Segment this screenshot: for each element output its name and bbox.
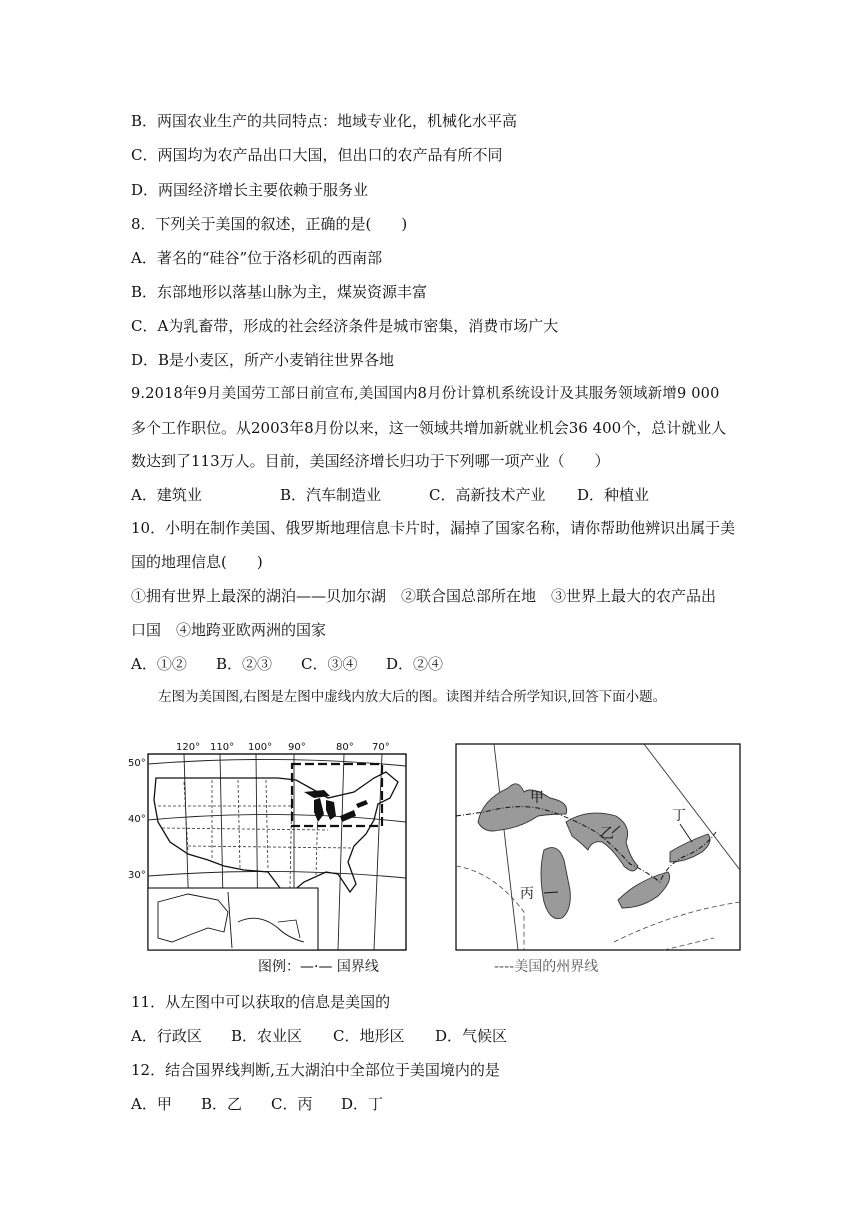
q8-stem: 8．下列关于美国的叙述，正确的是( ) bbox=[131, 215, 408, 233]
lon-label: 100° bbox=[248, 742, 273, 753]
map-left-legend: 图例：—·— 国界线 bbox=[258, 959, 379, 975]
q12-option-d: D．丁 bbox=[341, 1095, 384, 1113]
usa-map-figure bbox=[128, 742, 418, 978]
lat-label: 50° bbox=[128, 758, 146, 769]
lat-label: 40° bbox=[128, 814, 146, 825]
q7-option-d: D．两国经济增长主要依赖于服务业 bbox=[131, 181, 369, 199]
lake-label-ding: 丁 bbox=[672, 808, 686, 824]
q10-option-a: A．①② bbox=[131, 655, 187, 673]
q10-statements-line1: ①拥有世界上最深的湖泊——贝加尔湖 ②联合国总部所在地 ③世界上最大的农产品出 bbox=[131, 587, 717, 605]
q8-option-d: D．B是小麦区，所产小麦销往世界各地 bbox=[131, 351, 395, 369]
q10-stem-line2: 国的地理信息( ) bbox=[131, 553, 263, 571]
q9-option-a: A．建筑业 bbox=[131, 486, 202, 504]
q11-option-a: A．行政区 bbox=[131, 1027, 202, 1045]
q10-statements-line2: 口国 ④地跨亚欧两洲的国家 bbox=[131, 621, 327, 639]
q11-option-d: D．气候区 bbox=[435, 1027, 508, 1045]
great-lakes-map bbox=[454, 742, 742, 954]
q12-option-c: C．丙 bbox=[271, 1095, 313, 1113]
q11-stem: 11．从左图中可以获取的信息是美国的 bbox=[131, 993, 391, 1011]
q11-option-c: C．地形区 bbox=[333, 1027, 405, 1045]
lake-label-jia: 甲 bbox=[530, 790, 544, 806]
lake-label-bing: 丙 bbox=[520, 886, 534, 902]
lon-label: 90° bbox=[288, 742, 306, 753]
q12-option-a: A．甲 bbox=[131, 1095, 172, 1113]
lake-label-yi: 乙 bbox=[600, 826, 614, 842]
q10-option-c: C．③④ bbox=[301, 655, 358, 673]
q9-option-c: C．高新技术产业 bbox=[429, 486, 546, 504]
great-lakes-figure bbox=[454, 742, 742, 978]
lon-label: 120° bbox=[176, 742, 201, 753]
q11-option-b: B．农业区 bbox=[231, 1027, 303, 1045]
usa-map bbox=[128, 742, 418, 978]
q10-option-b: B．②③ bbox=[216, 655, 273, 673]
q11-options bbox=[131, 1026, 507, 1046]
q8-option-a: A．著名的“硅谷”位于洛杉矶的西南部 bbox=[131, 249, 383, 267]
lon-label: 80° bbox=[336, 742, 354, 753]
q8-option-b: B．东部地形以落基山脉为主，煤炭资源丰富 bbox=[131, 283, 428, 301]
figure-intro: 左图为美国图,右图是左图中虚线内放大后的图。读图并结合所学知识,回答下面小题。 bbox=[158, 689, 667, 705]
lon-label: 70° bbox=[372, 742, 390, 753]
q10-option-d: D．②④ bbox=[386, 655, 444, 673]
q9-option-d: D．种植业 bbox=[577, 486, 650, 504]
q10-stem-line1: 10．小明在制作美国、俄罗斯地理信息卡片时，漏掉了国家名称，请你帮助他辨识出属于美 bbox=[131, 519, 736, 537]
q7-option-b: B．两国农业生产的共同特点：地域专业化，机械化水平高 bbox=[131, 112, 518, 130]
q12-option-b: B．乙 bbox=[201, 1095, 243, 1113]
q7-option-c: C．两国均为农产品出口大国，但出口的农产品有所不同 bbox=[131, 146, 503, 164]
q9-options bbox=[131, 485, 649, 505]
map-right-legend: ----美国的州界线 bbox=[494, 959, 599, 975]
q12-options bbox=[131, 1094, 383, 1114]
q8-option-c: C．A为乳畜带，形成的社会经济条件是城市密集，消费市场广大 bbox=[131, 317, 559, 335]
q9-stem-line3: 数达到了113万人。目前，美国经济增长归功于下列哪一项产业（ ） bbox=[131, 452, 610, 470]
q9-stem-line2: 多个工作职位。从2003年8月份以来，这一领域共增加新就业机会36 400个，总计就业人 bbox=[131, 419, 727, 437]
q10-options bbox=[131, 654, 443, 674]
q9-stem-line1: 9.2018年9月美国劳工部日前宣布,美国国内8月份计算机系统设计及其服务领域新增9 000 bbox=[131, 386, 720, 402]
q12-stem: 12．结合国界线判断,五大湖泊中全部位于美国境内的是 bbox=[131, 1061, 500, 1079]
q9-option-b: B．汽车制造业 bbox=[280, 486, 382, 504]
lon-label: 110° bbox=[210, 742, 235, 753]
lat-label: 30° bbox=[128, 870, 146, 881]
